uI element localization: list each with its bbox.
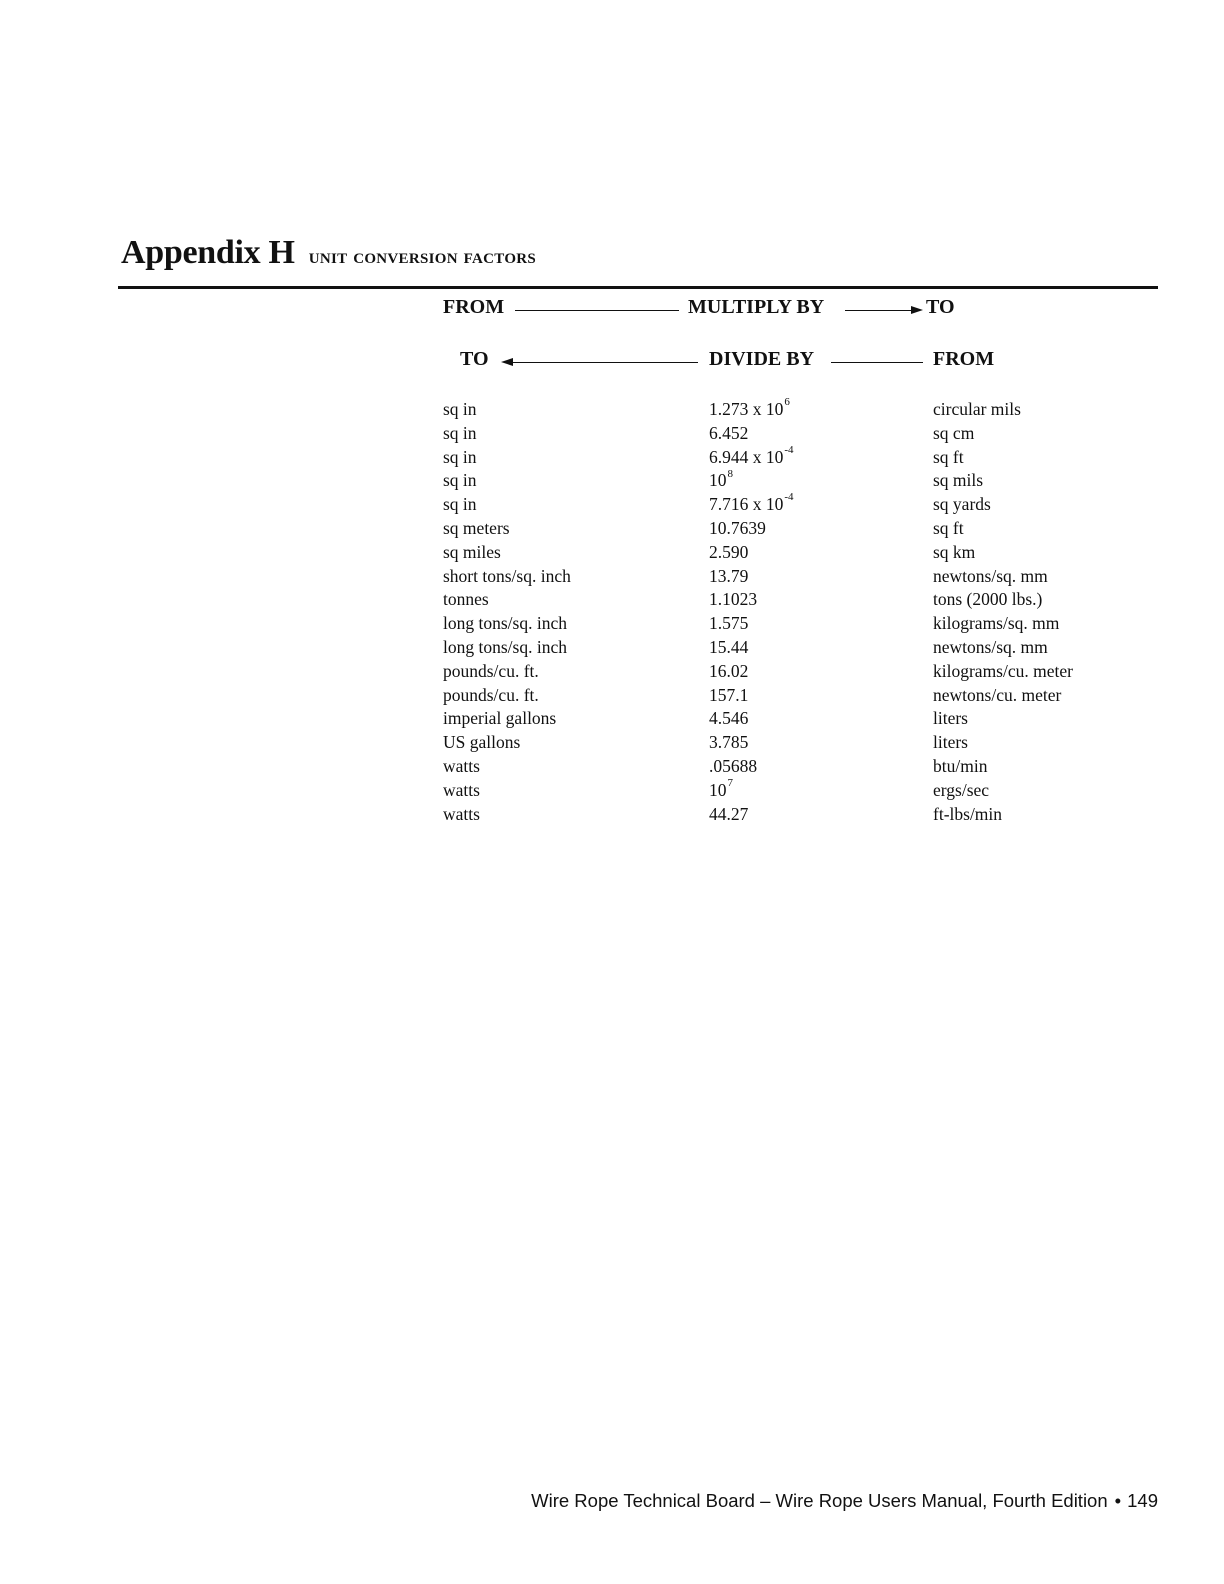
table-row bbox=[443, 469, 1123, 493]
conversion-factor bbox=[709, 493, 794, 517]
conversion-factor bbox=[709, 588, 757, 612]
to-unit: sq in bbox=[443, 399, 477, 419]
page-number: 149 bbox=[1127, 1490, 1158, 1511]
multiply-to-label: TO bbox=[926, 296, 955, 318]
from-unit: ft-lbs/min bbox=[933, 803, 1003, 824]
factor-base: 1.1023 bbox=[709, 589, 758, 610]
factor-base: 1.273 x 10 bbox=[709, 399, 784, 419]
from-unit: sq ft bbox=[933, 446, 964, 467]
factor-base: 10.7639 bbox=[709, 517, 766, 538]
from-unit: liters bbox=[933, 708, 968, 729]
table-row bbox=[443, 493, 1123, 517]
multiply-left-line bbox=[515, 310, 679, 311]
table-row bbox=[443, 776, 1123, 803]
conversion-factor bbox=[709, 517, 766, 541]
footer-text: Wire Rope Technical Board – Wire Rope Users Manual, Fourth Edition bbox=[531, 1490, 1108, 1511]
to-unit: pounds/cu. ft. bbox=[443, 660, 539, 681]
from-unit: newtons/sq. mm bbox=[933, 565, 1048, 586]
factor-exponent: 7 bbox=[727, 776, 733, 789]
factor-exponent: -4 bbox=[784, 443, 794, 456]
divide-left-line bbox=[511, 362, 698, 363]
divide-from-label: FROM bbox=[933, 348, 995, 370]
conversion-factor bbox=[709, 660, 748, 684]
divide-direction-row bbox=[443, 346, 1043, 372]
factor-base: 1.575 bbox=[709, 613, 749, 634]
to-unit: watts bbox=[443, 755, 480, 776]
from-unit: sq cm bbox=[933, 422, 975, 443]
factor-base: 15.44 bbox=[709, 636, 749, 657]
table-row bbox=[443, 565, 1123, 589]
factor-base: 4.546 bbox=[709, 708, 749, 729]
conversion-factor bbox=[709, 443, 794, 470]
to-unit: pounds/cu. ft. bbox=[443, 684, 539, 705]
factor-base: 10 bbox=[709, 779, 727, 800]
divide-operation-label: DIVIDE BY bbox=[709, 348, 815, 370]
from-unit: circular mils bbox=[933, 399, 1021, 419]
conversion-factor bbox=[709, 636, 748, 660]
multiply-operation-label: MULTIPLY BY bbox=[688, 296, 825, 318]
conversion-factor bbox=[709, 565, 748, 589]
factor-base: 2.590 bbox=[709, 541, 749, 562]
factor-base: 16.02 bbox=[709, 660, 749, 681]
multiply-from-label: FROM bbox=[443, 296, 505, 318]
table-row bbox=[443, 612, 1123, 636]
conversion-factor bbox=[709, 684, 748, 708]
to-unit: US gallons bbox=[443, 732, 521, 753]
to-unit: watts bbox=[443, 779, 480, 800]
factor-base: 7.716 x 10 bbox=[709, 494, 784, 515]
from-unit: newtons/cu. meter bbox=[933, 684, 1062, 705]
divide-right-line bbox=[831, 362, 923, 363]
from-unit: liters bbox=[933, 732, 968, 753]
title-rule bbox=[118, 286, 1158, 289]
footer-bullet: • bbox=[1114, 1490, 1122, 1511]
conversion-factor bbox=[709, 422, 748, 446]
from-unit: tons (2000 lbs.) bbox=[933, 589, 1043, 610]
to-unit: long tons/sq. inch bbox=[443, 613, 567, 634]
table-row bbox=[443, 541, 1123, 565]
conversion-factor bbox=[709, 469, 733, 493]
conversion-factor bbox=[709, 776, 733, 803]
appendix-title: unit conversion factors bbox=[308, 243, 537, 268]
to-unit: short tons/sq. inch bbox=[443, 565, 571, 586]
factor-base: 13.79 bbox=[709, 565, 749, 586]
factor-base: 44.27 bbox=[709, 803, 749, 824]
factor-base: .05688 bbox=[709, 755, 758, 776]
to-unit: sq in bbox=[443, 494, 477, 515]
conversion-factor bbox=[709, 803, 748, 827]
table-row bbox=[443, 684, 1123, 708]
to-unit: sq miles bbox=[443, 541, 501, 562]
right-arrow-icon bbox=[911, 306, 923, 314]
factor-base: 3.785 bbox=[709, 732, 749, 753]
page-title bbox=[121, 236, 536, 270]
table-row bbox=[443, 443, 1123, 470]
table-row bbox=[443, 636, 1123, 660]
to-unit: watts bbox=[443, 803, 480, 824]
to-unit: sq in bbox=[443, 422, 477, 443]
to-unit: imperial gallons bbox=[443, 708, 557, 729]
factor-base: 157.1 bbox=[709, 684, 749, 705]
table-row bbox=[443, 422, 1123, 446]
multiply-direction-row bbox=[443, 294, 1003, 320]
appendix-label: Appendix H bbox=[121, 234, 295, 271]
conversion-factor bbox=[709, 541, 748, 565]
factor-base: 6.452 bbox=[709, 422, 749, 443]
conversion-table bbox=[443, 398, 1123, 826]
conversion-factor bbox=[709, 755, 757, 779]
from-unit: sq ft bbox=[933, 517, 964, 538]
to-unit: sq in bbox=[443, 470, 477, 491]
factor-base: 10 bbox=[709, 470, 727, 491]
to-unit: sq meters bbox=[443, 517, 510, 538]
divide-to-label: TO bbox=[460, 348, 489, 370]
table-row bbox=[443, 755, 1123, 779]
table-row bbox=[443, 517, 1123, 541]
from-unit: sq mils bbox=[933, 470, 984, 491]
table-row bbox=[443, 398, 1123, 422]
from-unit: sq yards bbox=[933, 494, 991, 515]
from-unit: kilograms/cu. meter bbox=[933, 660, 1073, 681]
from-unit: btu/min bbox=[933, 755, 988, 776]
page-footer bbox=[531, 1490, 1158, 1512]
table-row bbox=[443, 731, 1123, 755]
factor-exponent: 8 bbox=[727, 467, 733, 480]
from-unit: newtons/sq. mm bbox=[933, 636, 1048, 657]
table-row bbox=[443, 803, 1123, 827]
factor-base: 6.944 x 10 bbox=[709, 446, 784, 467]
table-row bbox=[443, 660, 1123, 684]
to-unit: long tons/sq. inch bbox=[443, 636, 567, 657]
from-unit: sq km bbox=[933, 541, 976, 562]
conversion-factor bbox=[709, 398, 790, 422]
table-row bbox=[443, 588, 1123, 612]
conversion-factor bbox=[709, 707, 748, 731]
conversion-factor bbox=[709, 731, 748, 755]
from-unit: ergs/sec bbox=[933, 779, 990, 800]
factor-exponent: 6 bbox=[784, 396, 790, 409]
table-row bbox=[443, 707, 1123, 731]
to-unit: tonnes bbox=[443, 589, 489, 610]
from-unit: kilograms/sq. mm bbox=[933, 613, 1060, 634]
factor-exponent: -4 bbox=[784, 491, 794, 504]
conversion-factor bbox=[709, 612, 748, 636]
to-unit: sq in bbox=[443, 446, 477, 467]
multiply-right-line bbox=[845, 310, 913, 311]
